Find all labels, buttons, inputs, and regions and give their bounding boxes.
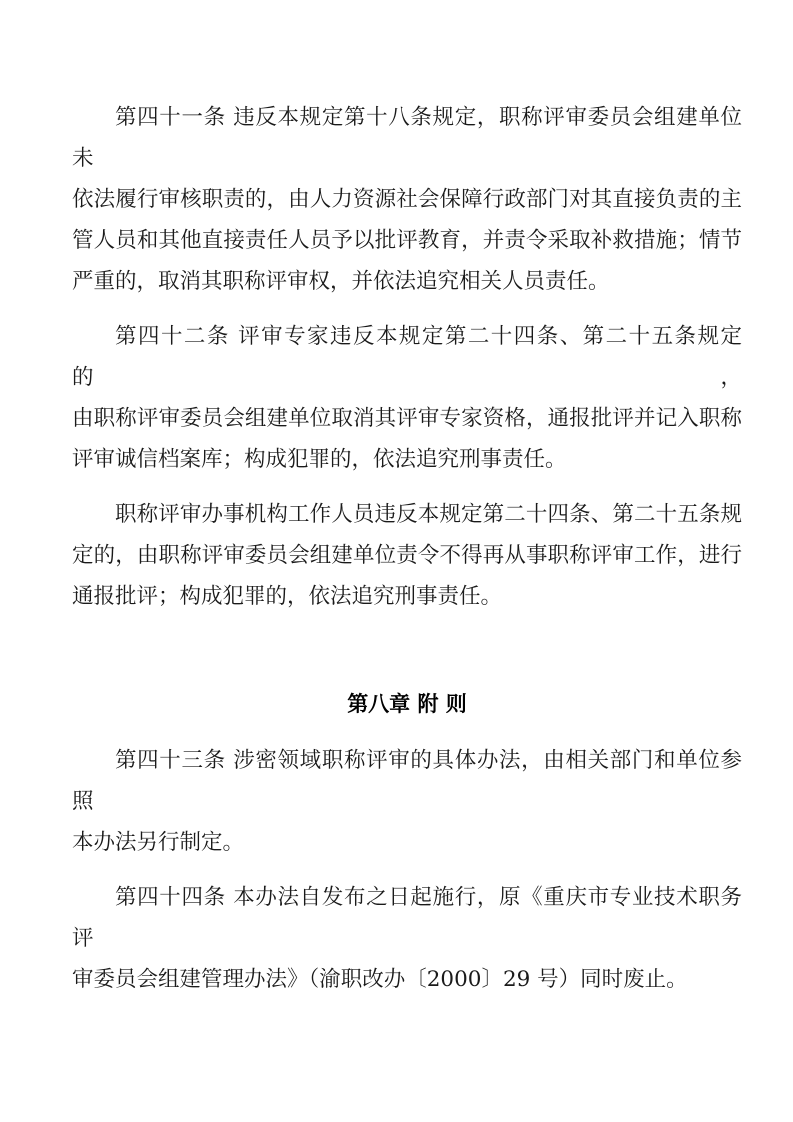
paragraph-article-41 — [72, 97, 742, 302]
text-line: 职称评审办事机构工作人员违反本规定第二十四条、第二十五条规 — [115, 502, 742, 527]
text-line: 依法履行审核职责的，由人力资源社会保障行政部门对其直接负责的主 — [72, 187, 742, 212]
text-line: 严重的，取消其职称评审权，并依法追究相关人员责任。 — [72, 269, 610, 294]
text-line: 由职称评审委员会组建单位取消其评审专家资格，通报批评并记入职称 — [72, 406, 742, 431]
paragraph-article-44 — [72, 877, 742, 1000]
text-line: 管人员和其他直接责任人员予以批评教育，并责令采取补救措施；情节 — [72, 228, 742, 253]
text-line: 第四十四条 本办法自发布之日起施行，原《重庆市专业技术职务评 — [72, 885, 742, 951]
text-line: 通报批评；构成犯罪的，依法追究刑事责任。 — [72, 584, 503, 609]
text-line: 评审诚信档案库；构成犯罪的，依法追究刑事责任。 — [72, 447, 567, 472]
paragraph-article-43 — [72, 740, 742, 863]
text-line: 第四十三条 涉密领域职称评审的具体办法，由相关部门和单位参照 — [72, 748, 742, 814]
paragraph-article-42 — [72, 316, 742, 480]
text-line: 第四十一条 违反本规定第十八条规定，职称评审委员会组建单位未 — [72, 105, 742, 171]
text-line: 审委员会组建管理办法》（渝职改办〔2000〕29 号）同时废止。 — [72, 967, 688, 992]
paragraph-article-42-continuation — [72, 494, 742, 617]
text-line: 定的，由职称评审委员会组建单位责令不得再从事职称评审工作，进行 — [72, 543, 742, 568]
text-line: 本办法另行制定。 — [72, 830, 245, 855]
chapter-8-heading: 第八章 附 则 — [347, 692, 467, 716]
text-line: 第四十二条 评审专家违反本规定第二十四条、第二十五条规定的， — [72, 324, 742, 390]
